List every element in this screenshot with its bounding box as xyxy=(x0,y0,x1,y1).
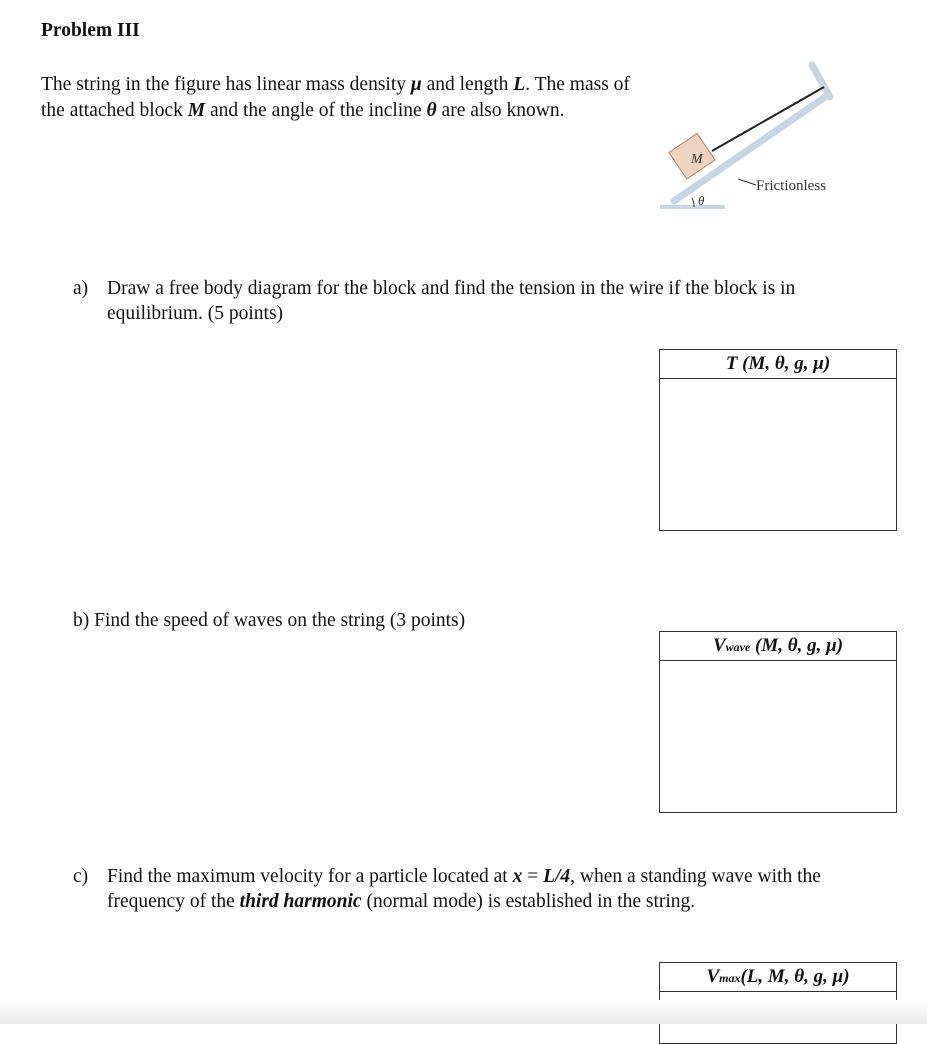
question-c-text-1: Find the maximum velocity for a particle located at xyxy=(107,866,513,887)
vmax-args: (L, M, θ, g, μ) xyxy=(740,966,850,987)
question-a xyxy=(73,276,893,326)
answer-box-b[interactable] xyxy=(659,631,897,813)
question-c-label: c) xyxy=(73,866,89,887)
problem-title: Problem III xyxy=(41,20,140,41)
question-c xyxy=(73,864,893,914)
answer-box-b-header xyxy=(660,632,896,661)
problem-intro xyxy=(41,72,641,124)
question-a-label: a) xyxy=(73,278,89,299)
incline-figure xyxy=(640,55,860,220)
angle-label: θ xyxy=(698,193,705,208)
vwave-main: V xyxy=(712,635,726,656)
question-b-label: b) xyxy=(73,610,90,631)
theta-symbol: θ xyxy=(426,100,437,121)
mu-symbol: μ xyxy=(410,74,422,95)
mass-symbol: M xyxy=(187,100,206,121)
question-a-text: Draw a free body diagram for the block and find the tension in the wire if the block is in equilibrium. (5 points) xyxy=(107,278,796,324)
vmax-sub: max xyxy=(719,971,741,985)
intro-text-2: and length xyxy=(421,74,514,95)
answer-box-a-header: T (M, θ, g, μ) xyxy=(660,350,896,379)
question-b xyxy=(73,608,465,633)
answer-box-c-header xyxy=(660,963,896,992)
question-c-text xyxy=(107,864,887,914)
intro-text-1: The string in the figure has linear mass density xyxy=(41,74,411,95)
vwave-args: (M, θ, g, μ) xyxy=(750,635,844,656)
third-harmonic: third harmonic xyxy=(239,891,362,912)
quarter-length: L/4 xyxy=(543,866,571,887)
question-b-text: Find the speed of waves on the string (3 points) xyxy=(94,610,466,631)
question-c-text-3: (normal mode) is established in the string. xyxy=(361,891,696,912)
string xyxy=(712,87,824,151)
intro-text-3: . The mass of the attached block xyxy=(41,74,630,121)
answer-box-a[interactable] xyxy=(659,349,897,531)
vwave-sub: wave xyxy=(725,640,751,654)
frictionless-leader xyxy=(738,179,756,185)
vmax-main: V xyxy=(706,966,720,987)
frictionless-label: Frictionless xyxy=(756,178,826,194)
question-c-text-2: , when a standing wave with the frequency of the xyxy=(107,866,821,912)
bottom-fade xyxy=(0,1000,927,1024)
block-label: M xyxy=(691,152,703,167)
x-symbol: x xyxy=(512,866,523,887)
intro-text-4: and the angle of the incline xyxy=(205,100,427,121)
equals-sign: = xyxy=(522,866,544,887)
intro-text-5: are also known. xyxy=(436,100,565,121)
length-symbol: L xyxy=(513,74,526,95)
